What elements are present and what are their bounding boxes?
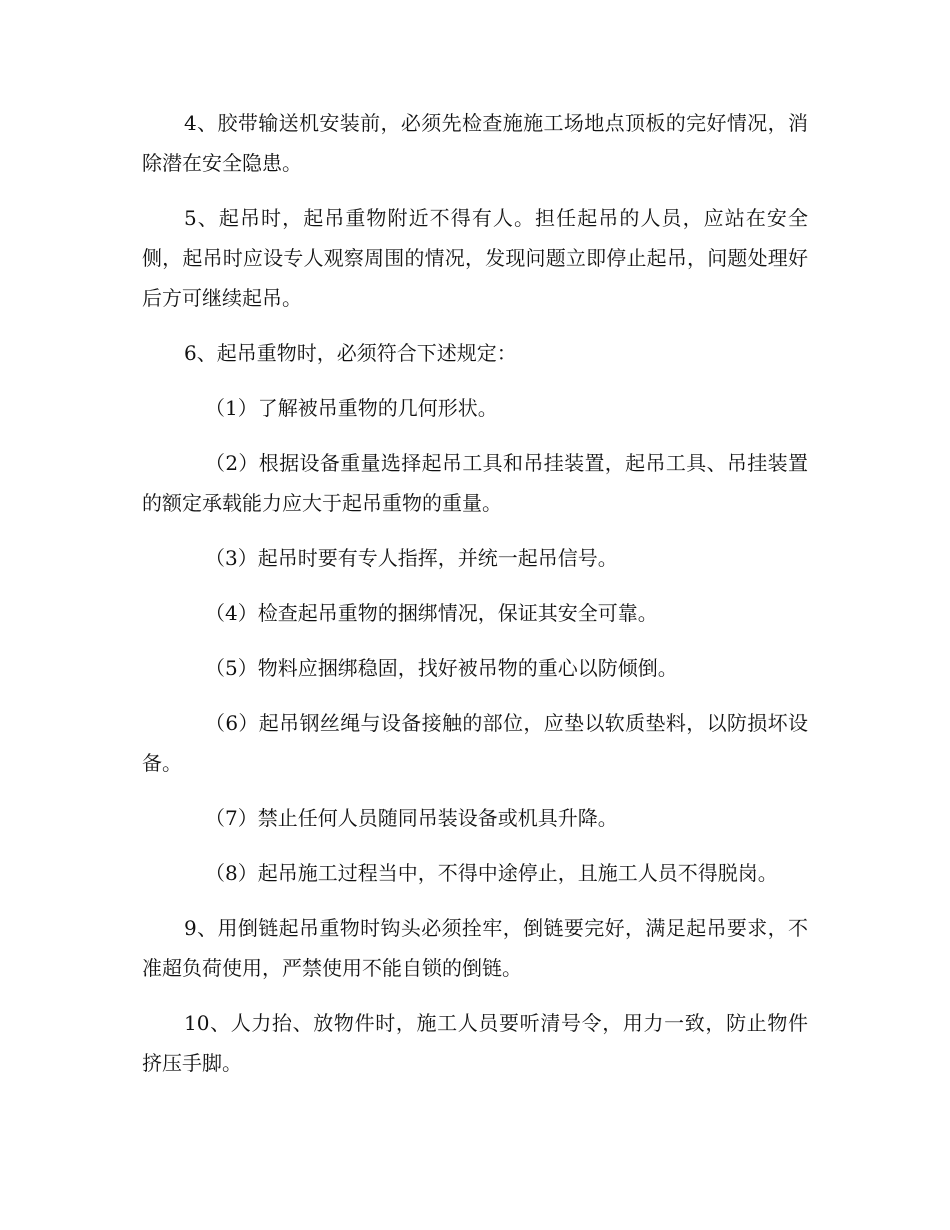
paragraph-item-5: 5、起吊时，起吊重物附近不得有人。担任起吊的人员，应站在安全侧，起吊时应设专人观察周围的情况，发现问题立即停止起吊，问题处理好后方可继续起吊。 <box>142 206 808 310</box>
paragraph-item-9: 9、用倒链起吊重物时钩头必须拴牢，倒链要完好，满足起吊要求，不准超负荷使用，严禁使用不能自锁的倒链。 <box>142 916 808 980</box>
sub-item-3: （3）起吊时要有专人指挥，并统一起吊信号。 <box>205 546 618 570</box>
sub-item-1: （1）了解被吊重物的几何形状。 <box>205 396 498 420</box>
paragraph-item-4: 4、胶带输送机安装前，必须先检查施施工场地点顶板的完好情况，消除潜在安全隐患。 <box>142 111 808 175</box>
sub-item-5: （5）物料应捆绑稳固，找好被吊物的重心以防倾倒。 <box>205 656 678 680</box>
sub-item-8: （8）起吊施工过程当中，不得中途停止，且施工人员不得脱岗。 <box>205 861 778 885</box>
paragraph-item-6: 6、起吊重物时，必须符合下述规定： <box>184 341 517 365</box>
sub-item-4: （4）检查起吊重物的捆绑情况，保证其安全可靠。 <box>205 601 658 625</box>
sub-item-2: （2）根据设备重量选择起吊工具和吊挂装置，起吊工具、吊挂装置的额定承载能力应大于起吊重物的重量。 <box>142 451 808 515</box>
document-body <box>142 103 808 1098</box>
sub-item-7: （7）禁止任何人员随同吊装设备或机具升降。 <box>205 806 618 830</box>
paragraph-item-10: 10、人力抬、放物件时，施工人员要听清号令，用力一致，防止物件挤压手脚。 <box>142 1011 808 1075</box>
sub-item-6: （6）起吊钢丝绳与设备接触的部位，应垫以软质垫料，以防损坏设备。 <box>142 711 808 775</box>
